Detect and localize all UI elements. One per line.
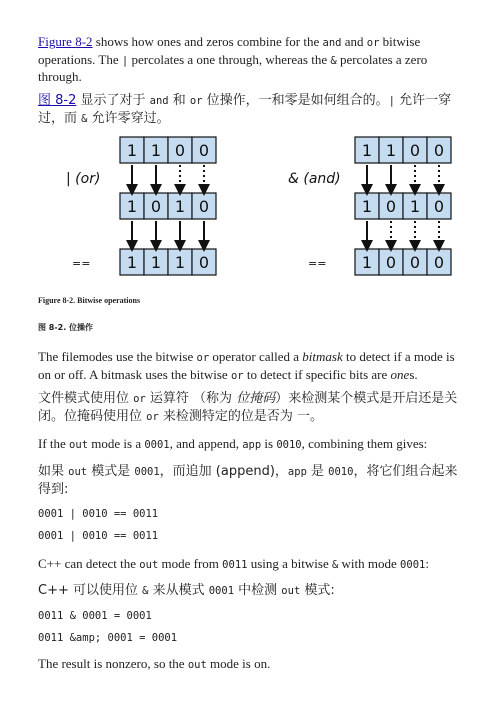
code-line-3: 0011 & 0001 = 0001 [38,610,152,622]
text: 文件模式使用位 [38,391,134,406]
code-value: 0010 [276,439,302,451]
code-line-1: 0001 | 0010 == 0011 [38,508,159,520]
text: is [261,436,277,451]
text: percolates a one through, whereas the [128,51,331,67]
and-bit: 1 [361,253,373,272]
code-out: out [281,585,301,597]
text: 来从模式 [148,583,209,598]
text: 运算符 （称为 [145,391,237,406]
and-bit: 1 [385,141,397,160]
text: C++ can detect the [38,556,140,571]
text: 位操作，一和零是如何组合的。 [202,93,389,108]
text: bitwise operations. The [38,34,421,67]
or-bit: 1 [126,253,138,272]
code-value: 0001 [134,466,160,478]
code-value: 0001 [400,559,426,571]
or-bit: 1 [174,197,186,216]
or-bit: 1 [150,253,162,272]
or-bit: 1 [150,141,162,160]
code-app: app [287,466,307,478]
and-bit: 0 [409,253,421,272]
code-or: or [133,393,146,405]
term-one: one [390,366,410,382]
text: 允许零穿过。 [87,111,170,126]
text: 显示了对于 [76,93,150,108]
combine-paragraph [38,436,468,454]
code-or: or [189,95,203,107]
term-bitmask: bitmask [302,349,343,364]
text: mode is a [88,436,145,451]
code-value: 0011 [222,559,248,571]
or-bit: 0 [198,197,210,216]
text: mode from [158,556,223,571]
intro-paragraph-zh [38,92,468,128]
text: operator called a [209,349,303,364]
or-bit: 0 [198,253,210,272]
combine-paragraph-zh [38,463,458,498]
result-paragraph [38,656,468,674]
code-app: app [242,439,262,451]
text: The result is nonzero, so the [38,656,188,671]
code-amp: & [330,54,337,67]
text: 如果 [38,464,69,479]
code-and: and [322,37,342,49]
code-out: out [187,659,207,671]
code-value: 0010 [328,466,354,478]
text: , combining them gives: [301,436,428,451]
or-bit: 0 [150,197,162,216]
text: ）来检测某个模式是开启还是关闭。位掩码使用位 [38,391,458,424]
text: s. [409,366,418,382]
detect-paragraph-zh [38,582,468,600]
code-pipe: | [121,54,129,67]
text: 允许一穿过，而 [38,93,452,126]
and-bit: 1 [409,197,421,216]
code-line-4: 0011 &amp; 0001 = 0001 [38,632,178,644]
or-bit: 0 [198,141,210,160]
code-and: and [149,95,169,107]
text: 模式: [300,583,335,598]
code-out: out [68,466,88,478]
or-bit: 0 [174,141,186,160]
bitmask-paragraph [38,349,468,384]
text: with mode [338,556,401,571]
and-bit: 1 [361,141,373,160]
code-amp: & [81,113,88,125]
code-value: 0001 [208,585,235,597]
figure-caption: Figure 8-2. Bitwise operations [38,296,141,305]
bitmask-paragraph-zh [38,390,468,426]
text: percolates a zero through. [38,51,428,84]
text: ，而追加 (append)， [159,464,288,479]
and-bit: 0 [409,141,421,160]
text: The filemodes use the bitwise [38,349,197,364]
and-bit: 0 [433,141,445,160]
code-or: or [230,369,244,382]
intro-paragraph [38,34,468,85]
text: C++ 可以使用位 [38,583,143,598]
text: 中检测 [234,583,282,598]
code-amp: & [142,585,149,597]
text: , and append, [169,436,243,451]
code-out: out [139,559,159,571]
code-value: 0001 [144,439,170,451]
figure-link-zh[interactable]: 图 8-2 [38,93,77,108]
and-bit: 0 [433,197,445,216]
code-amp: & [331,559,339,571]
text: 和 [168,93,190,108]
text: 来检测特定的位是否为 一。 [158,409,324,424]
or-bit: 1 [174,253,186,272]
and-bit: 0 [433,253,445,272]
term-bitmask-zh: 位掩码 [236,391,276,406]
or-operator-label: | (or) [66,171,101,187]
text: and [341,34,367,49]
figure-caption-zh: 图 8-2. 位操作 [38,323,94,332]
text: : [425,556,429,571]
code-or: or [366,37,380,49]
or-bit: 1 [126,141,138,160]
and-bit: 1 [361,197,373,216]
code-line-2: 0001 | 0010 == 0011 [38,530,159,542]
text: to detect if specific bits are [243,366,391,382]
code-or: or [146,411,159,423]
text: shows how ones and zeros combine for the [92,34,323,49]
text: 是 [306,464,329,479]
code-pipe: | [388,95,395,107]
text: ，将它们组合起来得到: [38,464,458,497]
equals-label-right: == [308,257,327,270]
or-bit: 1 [126,197,138,216]
text: using a bitwise [247,556,332,571]
code-out: out [69,439,89,451]
and-bit: 0 [385,197,397,216]
text: mode is on. [206,656,271,671]
code-or: or [196,352,210,364]
text: 模式是 [87,464,135,479]
figure-link[interactable]: Figure 8-2 [38,34,93,49]
detect-paragraph [38,556,468,574]
and-operator-label: & (and) [288,171,341,187]
text: to detect if a mode is on or off. A bitmask uses the bitwise [38,349,455,382]
bitwise-figure [58,135,468,281]
text: If the [38,436,70,451]
equals-label-left: == [72,257,91,270]
and-bit: 0 [385,253,397,272]
